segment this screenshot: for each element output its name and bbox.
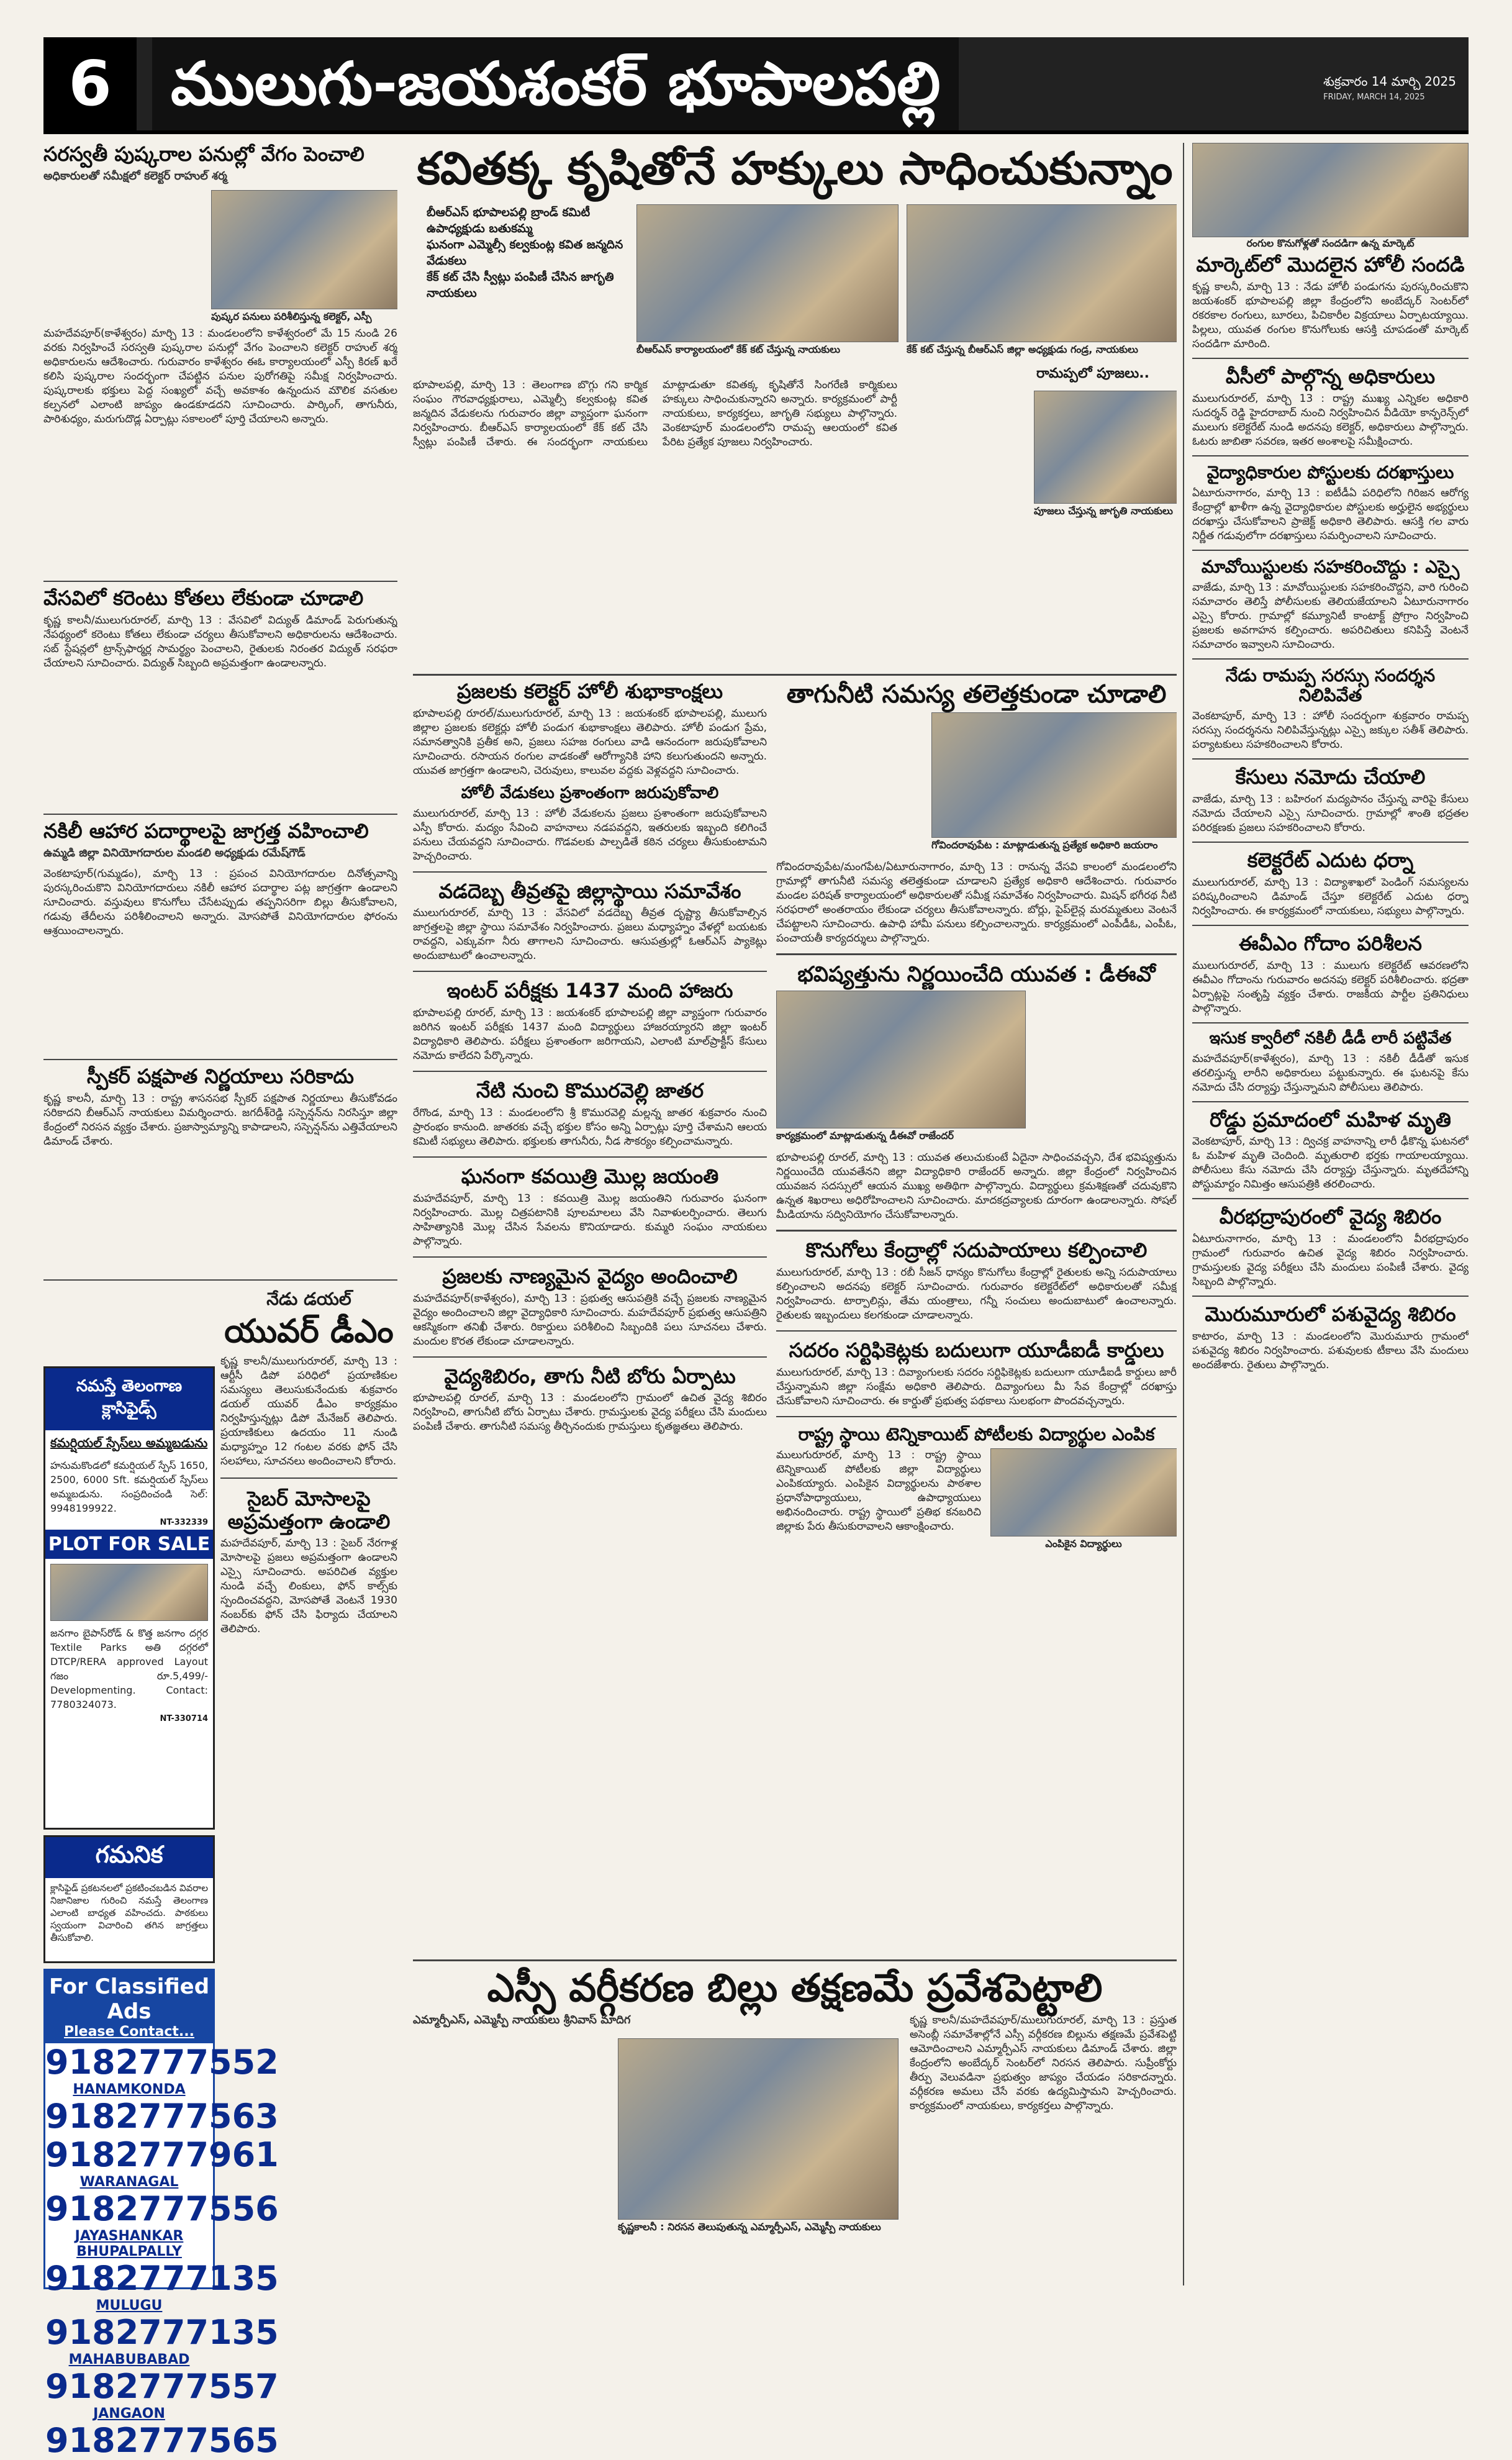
body-konugolu: ములుగురూరల్, మార్చి 13 : రబీ సీజన్ ధాన్యం కొనుగోలు కేంద్రాల్లో రైతులకు అన్ని సదుపాయాలు కల్పించాలని అదనపు కలెక్టర్ సూచించారు. గురువారం కలెక్టరేట్‌లో అధికారులతో సమీక్ష నిర్వహించారు. టార్పాలిన్లు, తేమ యంత్రాలు, గన్నీ సంచులు అందుబాటులో ఉంచాలన్నారు. రైతులకు ఇబ్బందులు కలగకుండా చూడాలన్నారు. xyxy=(776,1266,1177,1322)
contact-city: JANGAON xyxy=(93,2406,165,2421)
headline: యువర్ డీఎం xyxy=(224,1313,394,1350)
headline-sadaram: సదరం సర్టిఫికెట్లకు బదులుగా యూడీఐడీ కార్డులు xyxy=(789,1338,1164,1362)
notice-body: క్లాసిఫైడ్ ప్రకటనలలో ప్రకటించబడిన వివరాల నిజానిజాల గురించి నమస్తే తెలంగాణ ఎలాంటి బాధ్యత వహించదు. పాఠకులు స్వయంగా విచారించి తగిన జాగ్రత్తలు తీసుకోవాలి. xyxy=(50,1882,208,1943)
headline-evm: ఈవీఎం గోదాం పరిశీలన xyxy=(1239,931,1422,955)
contact-city: MAHABUBABAD xyxy=(68,2352,190,2367)
photo-holi-market xyxy=(1192,143,1469,237)
headline: వేసవిలో కరెంటు కోతలు లేకుండా చూడాలి xyxy=(43,587,364,610)
divider xyxy=(43,814,397,815)
divider xyxy=(413,1256,767,1258)
ad-contacts xyxy=(43,1969,279,2460)
divider xyxy=(1192,1198,1469,1199)
divider xyxy=(43,1059,397,1060)
body-accident: వెంకటాపూర్, మార్చి 13 : ద్విచక్ర వాహనాన్ని లారీ ఢీకొన్న ఘటనలో ఓ మహిళ మృతి చెందింది. మృతురాలి భర్తకు గాయాలయ్యాయి. పోలీసులు కేసు నమోదు చేసి దర్యాప్తు చేస్తున్నారు. మృతదేహాన్ని పోస్టుమార్టం నిమిత్తం ఆసుపత్రికి తరలించారు. xyxy=(1192,1135,1469,1191)
body-kesulu: వాజేడు, మార్చి 13 : బహిరంగ మద్యపానం చేస్తున్న వారిపై కేసులు నమోదు చేయాలని ఎస్సై సూచించారు. గ్రామాల్లో శాంతి భద్రతల పరిరక్షణకు ప్రజలు సహకరించాలని కోరారు. xyxy=(1192,793,1469,835)
contact-phone: 9182777565 xyxy=(45,2421,279,2460)
bullet: • ఘనంగా ఎమ్మెల్సీ కల్వకుంట్ల కవిత జన్మదిన వేడుకలు xyxy=(413,237,627,269)
plot-photo xyxy=(50,1564,208,1621)
caption: పూజలు చేస్తున్న జాగృతి నాయకులు xyxy=(1034,504,1173,517)
photo-cake-office xyxy=(636,204,899,342)
caption: కార్యక్రమంలో మాట్లాడుతున్న డీఈవో రాజేందర్ xyxy=(776,1130,954,1142)
masthead xyxy=(43,37,1469,134)
headline-lorry: ఇసుక క్వారీలో నకిలీ డీడీ లారీ పట్టివేత xyxy=(1209,1028,1452,1048)
bullet: • కేక్ కట్ చేసి స్వీట్లు పంపిణీ చేసిన జాగృతి నాయకులు xyxy=(413,269,627,301)
body-taguneeti: గోవిందరావుపేట/మంగపేట/ఏటూరునాగారం, మార్చి 13 : రానున్న వేసవి కాలంలో మండలంలోని గ్రామాల్లో తాగునీటి సమస్య తలెత్తకుండా చూడాలని ప్రత్యేక అధికారి ఆదేశించారు. గురువారం మండల పరిషత్ కార్యాలయంలో అధికారులతో సమీక్ష సమావేశం నిర్వహించారు. మిషన్ భగీరథ నీటి సరఫరాలో అంతరాయం లేకుండా చర్యలు తీసుకోవాలన్నారు. బోర్లు, పైప్‌లైన్ల మరమ్మతులు వెంటనే చేపట్టాలని సూచించారు. ఉపాధి హామీ పనులు కల్పించాలన్నారు. కార్యక్రమంలో ఎంపీడీఓ, ఎంపీఓ, పంచాయతీ కార్యదర్శులు పాల్గొన్నారు. xyxy=(776,861,1177,945)
column-middle-right xyxy=(776,680,1177,1953)
bullet: • బీఆర్‌ఎస్ భూపాలపల్లి బ్రాండ్ కమిటీ ఉపాధ్యక్షుడు బతుకమ్మ xyxy=(413,204,627,237)
headline-accident: రోడ్డు ప్రమాదంలో మహిళ మృతి xyxy=(1210,1107,1451,1132)
contact-phone: 9182777556 xyxy=(45,2189,279,2228)
notice-title: గమనిక xyxy=(45,1837,213,1878)
please-contact: Please Contact... xyxy=(63,2024,195,2040)
body-vaidyam: మహదేవపూర్(కాళేశ్వరం), మార్చి 13 : ప్రభుత్వ ఆసుపత్రికి వచ్చే ప్రజలకు నాణ్యమైన వైద్యం అందించాలని జిల్లా వైద్యాధికారి సూచించారు. మహదేవపూర్ ప్రభుత్వ ఆసుపత్రిని ఆకస్మికంగా తనిఖీ చేశారు. రికార్డులు పరిశీలించి సిబ్బందికి పలు సూచనలు చేశారు. మందుల కొరత లేకుండా చూడాలన్నారు. xyxy=(413,1292,767,1348)
body-molla: మహదేవపూర్, మార్చి 13 : కవయిత్రి మొల్ల జయంతిని గురువారం ఘనంగా నిర్వహించారు. మొల్ల చిత్రపటానికి పూలమాలలు వేసి నివాళులర్పించారు. తెలుగు సాహిత్యానికి మొల్ల చేసిన సేవలను కొనియాడారు. కుమ్మరి సంఘం నాయకులు పాల్గొన్నారు. xyxy=(413,1192,767,1248)
headline-kesulu: కేసులు నమోదు చేయాలి xyxy=(1235,765,1426,789)
divider xyxy=(43,581,397,582)
contact-city: WARANAGAL xyxy=(79,2174,179,2190)
body-jatara: రేగొండ, మార్చి 13 : మండలంలోని శ్రీ కొమురవెల్లి మల్లన్న జాతర శుక్రవారం నుంచి ప్రారంభం కానుంది. జాతరకు వచ్చే భక్తుల కోసం అన్ని ఏర్పాట్లు పూర్తి చేశామని ఆలయ కమిటీ సభ్యులు తెలిపారు. భక్తులకు తాగునీరు, నీడ సౌకర్యం కల్పించామన్నారు. xyxy=(413,1107,767,1148)
column-rule xyxy=(1183,143,1184,2285)
photo-students xyxy=(990,1448,1177,1536)
contact-city: JAYASHANKAR BHUPALPALLY xyxy=(75,2228,184,2259)
photo-protest xyxy=(618,2038,899,2220)
headline-vaidya: వైద్యాధికారుల పోస్టులకు దరఖాస్తులు xyxy=(1206,461,1454,483)
divider xyxy=(1192,358,1469,359)
divider xyxy=(1192,1296,1469,1297)
headline-bore: వైద్యశిబిరం, తాగు నీటి బోరు ఏర్పాటు xyxy=(444,1364,736,1388)
headline-maoist: మావోయిస్టులకు సహకరించొద్దు : ఎస్సై xyxy=(1201,556,1460,577)
divider xyxy=(413,1959,1177,1961)
body-vc: ములుగురూరల్, మార్చి 13 : రాష్ట్ర ముఖ్య ఎన్నికల అధికారి సుదర్శన్ రెడ్డి హైదరాబాద్ నుంచి నిర్వహించిన వీడియో కాన్ఫరెన్స్‌లో ములుగు కలెక్టరేట్ నుండి అదనపు కలెక్టర్, అధికారులు పాల్గొన్నారు. ఓటరు జాబితా సవరణ, ఇతర అంశాలపై సమీక్షించారు. xyxy=(1192,392,1469,448)
body-vadadebba: ములుగురూరల్, మార్చి 13 : వేసవిలో వడదెబ్బ తీవ్రత దృష్ట్యా తీసుకోవాల్సిన జాగ్రత్తలపై జిల్లా స్థాయి సమావేశం నిర్వహించారు. ప్రజలు మధ్యాహ్నం వేళల్లో బయటకు రావద్దని, ఎక్కువగా నీరు తాగాలని సూచించారు. ఆసుపత్రుల్లో ఓఆర్‌ఎస్ ప్యాకెట్లు అందుబాటులో ఉంచాలన్నారు. xyxy=(413,907,767,963)
subhead: ఉమ్మడి జిల్లా వినియోగదారుల మండలి అధ్యక్షుడు రమేష్‌గౌడ్ xyxy=(43,846,306,860)
date-telugu: శుక్రవారం 14 మార్చి 2025 xyxy=(1323,74,1456,89)
headline-konugolu: కొనుగోలు కేంద్రాల్లో సదుపాయాలు కల్పించాలి xyxy=(805,1238,1148,1263)
body-lorry: మహదేవపూర్(కాళేశ్వరం), మార్చి 13 : నకిలీ డీడీతో ఇసుక తరలిస్తున్న లారీని అధికారులు పట్టుకున్నారు. ఈ ఘటనపై కేసు నమోదు చేసి దర్యాప్తు చేస్తున్నామని పోలీసులు తెలిపారు. xyxy=(1192,1052,1469,1094)
headline-vadadebba: వడదెబ్బ తీవ్రతపై జిల్లాస్థాయి సమావేశం xyxy=(438,879,741,903)
body: భూపాలపల్లి, మార్చి 13 : తెలంగాణ బొగ్గు గని కార్మిక సంఘం గౌరవాధ్యక్షురాలు, ఎమ్మెల్సీ కల్వకుంట్ల కవిత జన్మదిన వేడుకలను గురువారం జిల్లా వ్యాప్తంగా ఘనంగా నిర్వహించారు. బీఆర్‌ఎస్ కార్యాలయంలో కేక్ కట్ చేసి స్వీట్లు పంపిణీ చేశారు. ఈ సందర్భంగా నాయకులు మాట్లాడుతూ కవితక్క కృషితోనే సింగరేణి కార్మికులు హక్కులు సాధించుకున్నారని అన్నారు. కార్యక్రమంలో పార్టీ నాయకులు, కార్యకర్తలు, జాగృతి సభ్యులు పాల్గొన్నారు. వెంకటాపూర్ మండలంలోని రామప్ప ఆలయంలో కవిత పేరిట ప్రత్యేక పూజలు నిర్వహించారు. xyxy=(413,378,897,448)
contact-phone: 9182777961 xyxy=(45,2135,279,2174)
headline: స్పీకర్ పక్షపాత నిర్ణయాలు సరికాదు xyxy=(87,1065,354,1088)
body-inter: భూపాలపల్లి రూరల్, మార్చి 13 : జయశంకర్ భూపాలపల్లి జిల్లా వ్యాప్తంగా గురువారం జరిగిన ఇంటర్ పరీక్షకు 1437 మంది విద్యార్థులు హాజరయ్యారని జిల్లా ఇంటర్ విద్యాధికారి తెలిపారు. పరీక్షలు ప్రశాంతంగా జరిగాయని, ఎలాంటి మాల్‌ప్రాక్టీస్ కేసులు నమోదు కాలేదని పేర్కొన్నారు. xyxy=(413,1007,767,1063)
body-sadaram: ములుగురూరల్, మార్చి 13 : దివ్యాంగులకు సదరం సర్టిఫికెట్లకు బదులుగా యూడీఐడీ కార్డులు జారీ చేస్తున్నామని జిల్లా సంక్షేమ అధికారి తెలిపారు. దివ్యాంగులు మీ సేవ కేంద్రాల్లో దరఖాస్తు చేసుకోవాలని సూచించారు. ఈ కార్డుతో ప్రభుత్వ పథకాలు సులభంగా పొందవచ్చన్నారు. xyxy=(776,1366,1177,1407)
body: కృష్ణ కాలనీ/మహదేవపూర్/ములుగురూరల్, మార్చి 13 : ప్రస్తుత అసెంబ్లీ సమావేశాల్లోనే ఎస్సీ వర్గీకరణ బిల్లును తక్షణమే ప్రవేశపెట్టి ఆమోదించాలని ఎమ్మార్పీఎస్ నాయకులు డిమాండ్ చేశారు. జిల్లా కేంద్రంలోని అంబేద్కర్ సెంటర్‌లో నిరసన తెలిపారు. సుప్రీంకోర్టు తీర్పు వెలువడినా ప్రభుత్వం జాప్యం చేయడం సరికాదన్నారు. వర్గీకరణ అమలు చేసే వరకు ఉద్యమిస్తామని హెచ్చరించారు. కార్యక్రమంలో నాయకులు, కార్యకర్తలు పాల్గొన్నారు. xyxy=(910,2014,1177,2113)
contact-phone: 9182777557 xyxy=(45,2367,279,2406)
divider xyxy=(1192,925,1469,926)
body-bore: భూపాలపల్లి రూరల్, మార్చి 13 : మండలంలోని గ్రామంలో ఉచిత వైద్య శిబిరం నిర్వహించి, తాగునీటి బోరు ఏర్పాటు చేశారు. గ్రామస్తులకు వైద్య పరీక్షలు చేసి మందులు పంపిణీ చేశారు. తాగునీటి సమస్య తీర్చినందుకు గ్రామస్తులు కృతజ్ఞతలు తెలిపారు. xyxy=(413,1392,767,1433)
body: మహదేవపూర్(కాళేశ్వరం) మార్చి 13 : మండలంలోని కాళేశ్వరంలో మే 15 నుండి 26 వరకు నిర్వహించే సరస్వతి పుష్కరాల పనుల్లో వేగం పెంచాలని కలెక్టర్ రాహుల్ శర్మ అధికారులను ఆదేశించారు. గురువారం కాళేశ్వరం ఈఓ కార్యాలయంలో ఎస్పీ కిరణ్ ఖరే కలిసి పుష్కరాల సందర్భంగా చేపట్టిన పనుల పురోగతిపై సమీక్ష నిర్వహించారు. పుష్కరాలకు భక్తులు పెద్ద సంఖ్యలో వచ్చే అవకాశం ఉన్నందున మౌలిక వసతుల కల్పనలో ఎలాంటి జాప్యం ఉండకూడదని సూచించారు. పార్కింగ్, తాగునీరు, పారిశుధ్యం, మరుగుదొడ్ల ఏర్పాట్లు సకాలంలో పూర్తి చేయాలని అన్నారు. xyxy=(43,327,397,425)
divider xyxy=(413,1156,767,1158)
contact-city: HANAMKONDA xyxy=(73,2082,186,2097)
divider xyxy=(1192,758,1469,760)
plot-title: PLOT FOR SALE xyxy=(45,1530,213,1559)
divider xyxy=(413,1071,767,1072)
divider xyxy=(413,971,767,972)
commercial-title: కమర్షియల్ స్పేస్‌లు అమ్మబడును xyxy=(50,1435,208,1450)
page-number: 6 xyxy=(43,37,137,130)
divider xyxy=(413,674,1177,676)
body-holi-police: ములుగురూరల్, మార్చి 13 : హోలీ వేడుకలను ప్రజలు ప్రశాంతంగా జరుపుకోవాలని ఎస్పీ కోరారు. మద్యం సేవించి వాహనాలు నడపవద్దని, ఇతరులకు ఇబ్బంది కలిగించే పనులు చేయవద్దని సూచించారు. గొడవలకు పాల్పడితే కఠిన చర్యలు తీసుకుంటామని హెచ్చరించారు. xyxy=(413,807,767,863)
contact-phone: 9182777135 xyxy=(45,2259,279,2298)
body-dharna: ములుగురూరల్, మార్చి 13 : విద్యాశాఖలో పెండింగ్ సమస్యలను పరిష్కరించాలని డిమాండ్ చేస్తూ కలెక్టరేట్ ఎదుట ధర్నా నిర్వహించారు. ఈ కార్యక్రమంలో నాయకులు, సభ్యులు పాల్గొన్నారు. xyxy=(1192,876,1469,917)
photo-cake-gandra xyxy=(907,204,1177,342)
caption: ఎంపికైన విద్యార్థులు xyxy=(1045,1537,1122,1550)
headline-holi-police: హోలీ వేడుకలు ప్రశాంతంగా జరుపుకోవాలి xyxy=(461,783,719,802)
story-saraswati xyxy=(43,143,397,578)
caption: కృష్ణకాలనీ : నిరసన తెలుపుతున్న ఎమ్మార్పీఎస్, ఎమ్మెస్పీ నాయకులు xyxy=(618,2221,881,2233)
divider xyxy=(776,953,1177,955)
divider xyxy=(220,1477,397,1479)
headline-inter: ఇంటర్ పరీక్షకు 1437 మంది హాజరు xyxy=(446,979,733,1003)
divider xyxy=(1192,1022,1469,1023)
divider xyxy=(1192,658,1469,660)
body-moorumuru: కాటారం, మార్చి 13 : మండలంలోని మొరుమూరు గ్రామంలో పశువైద్య శిబిరం నిర్వహించారు. పశువులకు టీకాలు వేసి మందులు అందజేశారు. రైతులు పాల్గొన్నారు. xyxy=(1192,1330,1469,1372)
headline-rashtra: రాష్ట్ర స్థాయి టెన్నికాయిట్ పోటీలకు విద్యార్థుల ఎంపిక xyxy=(798,1423,1155,1445)
date-english: FRIDAY, MARCH 14, 2025 xyxy=(1323,93,1425,102)
cyber-body: మహదేవపూర్, మార్చి 13 : సైబర్ నేరగాళ్ల మోసాలపై ప్రజలు అప్రమత్తంగా ఉండాలని ఎస్సై సూచించారు. అపరిచిత వ్యక్తుల నుండి వచ్చే లింకులు, ఫోన్ కాల్స్‌కు స్పందించవద్దని, మోసపోతే వెంటనే 1930 నంబర్‌కు ఫోన్ చేసి ఫిర్యాదు చేయాలని తెలిపారు. xyxy=(220,1537,397,1636)
for-ads xyxy=(45,1971,213,2043)
caption: బీఆర్‌ఎస్ కార్యాలయంలో కేక్ కట్ చేస్తున్న నాయకులు xyxy=(636,343,841,355)
issue-date xyxy=(1323,73,1456,106)
caption: గోవిందరావుపేట : మాట్లాడుతున్న ప్రత్యేక అధికారి జయరాం xyxy=(931,839,1158,851)
divider xyxy=(413,871,767,873)
divider xyxy=(43,1279,397,1281)
photo-ramappa-pooja xyxy=(1034,391,1177,504)
photo-pushkaralu xyxy=(211,190,397,309)
cyber-headline: సైబర్ మోసాలపై అప్రమత్తంగా ఉండాలి xyxy=(227,1486,391,1533)
story-sc-bill xyxy=(413,1966,1177,2289)
divider xyxy=(1192,455,1469,456)
divider xyxy=(776,1330,1177,1332)
headline-taguneeti: తాగునీటి సమస్య తలెత్తకుండా చూడాలి xyxy=(786,680,1167,709)
headline-molla: ఘనంగా కవయిత్రి మొల్ల జయంతి xyxy=(461,1164,719,1189)
body-bhavishyattu: భూపాలపల్లి రూరల్, మార్చి 13 : యువత తలుచుకుంటే ఏదైనా సాధించవచ్చని, దేశ భవిష్యత్తును నిర్ణయించేది యువతేనని జిల్లా విద్యాధికారి రాజేందర్ అన్నారు. జిల్లా కేంద్రంలో నిర్వహించిన యువజన సదస్సులో ఆయన ముఖ్య అతిథిగా పాల్గొన్నారు. విద్యార్థులు క్రమశిక్షణతో చదువుకొని ఉన్నత శిఖరాలు అధిరోహించాలని సూచించారు. మాదకద్రవ్యాలకు దూరంగా ఉండాలన్నారు. సోషల్ మీడియాను సద్వినియోగం చేసుకోవాలన్నారు. xyxy=(776,1151,1177,1222)
commercial-body: హనుమకొండలో కమర్షియల్ స్పేస్ 1650, 2500, 6000 Sft. కమర్షియల్ స్పేస్‌లు అమ్మబడును. సంప్రదించండి సెల్: 9948199922. xyxy=(50,1459,208,1514)
contact-city: MULUGU xyxy=(96,2298,163,2313)
ad-classifieds xyxy=(43,1366,215,1830)
headline-vaidyam: ప్రజలకు నాణ్యమైన వైద్యం అందించాలి xyxy=(442,1264,738,1288)
contact-list xyxy=(45,2043,279,2460)
subhead: రామప్పలో పూజలు.. xyxy=(1036,365,1149,381)
headline-dharna: కలెక్టరేట్ ఎదుట ధర్నా xyxy=(1247,848,1414,873)
headline-holi: మార్కెట్‌లో మొదలైన హోలీ సందడి xyxy=(1196,253,1465,276)
body-vaidya: ఏటూరునాగారం, మార్చి 13 : ఐటీడీఏ పరిధిలోని గిరిజన ఆరోగ్య కేంద్రాల్లో ఖాళీగా ఉన్న వైద్యాధికారుల పోస్టులకు అర్హులైన అభ్యర్థులు దరఖాస్తు చేసుకోవాలని ప్రాజెక్ట్ అధికారి తెలిపారు. ఆసక్తి గల వారు నిర్ణీత గడువులోగా దరఖాస్తులు సమర్పించాలని సూచించారు. xyxy=(1192,486,1469,542)
body-rashtra: ములుగురూరల్, మార్చి 13 : రాష్ట్ర స్థాయి టెన్నికాయిట్ పోటీలకు జిల్లా విద్యార్థులు ఎంపికయ్యారు. ఎంపికైన విద్యార్థులను పాఠశాల ప్రధానోపాధ్యాయులు, ఉపాధ్యాయులు అభినందించారు. రాష్ట్ర స్థాయిలో ప్రతిభ కనబరిచి జిల్లాకు పేరు తీసుకురావాలని ఆకాంక్షించారు. xyxy=(776,1448,981,1533)
headline-veerabhadra: వీరభద్రాపురంలో వైద్య శిబిరం xyxy=(1219,1205,1442,1229)
headline: ఎస్సీ వర్గీకరణ బిల్లు తక్షణమే ప్రవేశపెట్టాలి xyxy=(487,1966,1103,2010)
body-holi: కృష్ణ కాలనీ, మార్చి 13 : నేడు హోలీ పండుగను పురస్కరించుకొని జయశంకర్ భూపాలపల్లి జిల్లా కేంద్రంలోని అంబేద్కర్ సెంటర్‌లో రకరకాల రంగులు, బూరలు, పిచికారీల విక్రయాలు ఏర్పాటయ్యాయి. పిల్లలు, యువత రంగుల కొనుగోలుకు ఆసక్తి చూపడంతో మార్కెట్ సందడిగా మారింది. xyxy=(1192,280,1469,350)
headline: సరస్వతీ పుష్కరాల పనుల్లో వేగం పెంచాలి xyxy=(43,143,364,166)
subhead: అధికారులతో సమీక్షలో కలెక్టర్ రాహుల్ శర్మ xyxy=(43,169,227,183)
caption: కేక్ కట్ చేస్తున్న బీఆర్‌ఎస్ జిల్లా అధ్యక్షుడు గండ్ర, నాయకులు xyxy=(907,343,1138,355)
headline-bhavishyattu: భవిష్యత్తును నిర్ణయించేది యువత : డీఈవో xyxy=(797,962,1156,987)
divider xyxy=(1192,842,1469,843)
classifieds-title: నమస్తే తెలంగాణ క్లాసిఫైడ్స్ xyxy=(45,1368,213,1430)
body-evm: ములుగురూరల్, మార్చి 13 : ములుగు కలెక్టరేట్ ఆవరణలోని ఈవీఎం గోదాంను గురువారం అదనపు కలెక్టర్ పరిశీలించారు. భద్రతా ఏర్పాట్లపై సంతృప్తి వ్యక్తం చేశారు. రాజకీయ పార్టీల ప్రతినిధులు పాల్గొన్నారు. xyxy=(1192,959,1469,1015)
divider xyxy=(1192,1101,1469,1102)
contact-phone: 9182777552 xyxy=(45,2043,279,2082)
notice-box xyxy=(43,1835,215,1963)
bullets xyxy=(413,204,627,301)
body-maoist: వాజేడు, మార్చి 13 : మావోయిస్టులకు సహకరించొద్దని, వారి గురించి సమాచారం తెలిస్తే పోలీసులకు తెలియజేయాలని ఏటూరునాగారం ఎస్సై కోరారు. గ్రామాల్లో కమ్యూనిటీ కాంటాక్ట్ ప్రోగ్రాం నిర్వహించి ప్రజలకు అవగాహన కల్పించారు. అపరిచితులు కనిపిస్తే వెంటనే సమాచారం ఇవ్వాలని సూచించారు. xyxy=(1192,581,1469,651)
headline: కవితక్క కృషితోనే హక్కులు సాధించుకున్నాం xyxy=(417,143,1173,194)
section-title: ములుగు-జయశంకర్ భూపాలపల్లి xyxy=(152,37,959,130)
body: కృష్ణ కాలనీ, మార్చి 13 : రాష్ట్ర శాసనసభ స్పీకర్ పక్షపాత నిర్ణయాలు తీసుకోవడం సరికాదని బీఆర్‌ఎస్ నాయకులు విమర్శించారు. జగదీశ్‌రెడ్డి సస్పెన్షన్‌ను నిరసిస్తూ జిల్లా కేంద్రంలో నిరసన వ్యక్తం చేశారు. ప్రజాస్వామ్యాన్ని కాపాడాలని, సస్పెన్షన్‌ను ఎత్తివేయాలని డిమాండ్ చేశారు. xyxy=(43,1092,397,1148)
divider xyxy=(1192,550,1469,551)
body: వెంకటాపూర్(గుమ్మడం), మార్చి 13 : ప్రపంచ వినియోగదారుల దినోత్సవాన్ని పురస్కరించుకొని వినియోగదారులు నకిలీ ఆహార పదార్థాల పట్ల జాగ్రత్తగా ఉండాలని సూచించారు. వస్తువులు కొనుగోలు చేసేటప్పుడు తప్పనిసరిగా బిల్లు తీసుకోవాలని, గడువు తేదీలను పరిశీలించాలని అన్నారు. మోసపోతే వినియోగదారుల ఫోరంను ఆశ్రయించాలన్నారు. xyxy=(43,867,397,937)
headline-vc: వీసీలో పాల్గొన్న అధికారులు xyxy=(1225,364,1436,388)
body: కృష్ణ కాలనీ/ములుగురూరల్, మార్చి 13 : వేసవిలో విద్యుత్ డిమాండ్ పెరుగుతున్న నేపథ్యంలో కరెంటు కోతలు లేకుండా చర్యలు తీసుకోవాలని అధికారులను ఆదేశించారు. సబ్ స్టేషన్లలో ట్రాన్స్‌ఫార్మర్ల సామర్థ్యం పెంచాలని, రైతులకు నిరంతర విద్యుత్ సరఫరా చేయాలని సూచించారు. విద్యుత్ సిబ్బంది అప్రమత్తంగా ఉండాలన్నారు. xyxy=(43,614,397,669)
story-speaker xyxy=(43,1065,397,1276)
kicker: నేడు డయల్ xyxy=(266,1289,351,1309)
caption: పుష్కర పనులు పరిశీలిస్తున్న కలెక్టర్, ఎస్పీ xyxy=(211,310,372,322)
body: కృష్ణ కాలనీ/ములుగురూరల్, మార్చి 13 : ఆర్టీసీ డిపో పరిధిలో ప్రయాణికుల సమస్యలు తెలుసుకునేందుకు శుక్రవారం డయల్ యువర్ డీఎం కార్యక్రమం నిర్వహిస్తున్నట్లు డిపో మేనేజర్ తెలిపారు. ప్రయాణికులు ఉదయం 11 నుండి మధ్యాహ్నం 12 గంటల వరకు ఫోన్ చేసి సలహాలు, సూచనలు అందించాలని కోరారు. xyxy=(220,1355,397,1468)
for-ads-title: For Classified Ads xyxy=(48,1974,210,2024)
headline-moorumuru: మొరుమూరులో పశువైద్య శిబిరం xyxy=(1205,1302,1456,1327)
column-middle-left xyxy=(413,680,767,1953)
contact-phone: 9182777135 xyxy=(45,2313,279,2352)
caption: రంగుల కొనుగోళ్లతో సందడిగా ఉన్న మార్కెట్ xyxy=(1246,237,1415,249)
body-shiva: భూపాలపల్లి రూరల్/ములుగురూరల్, మార్చి 13 : జయశంకర్ భూపాలపల్లి, ములుగు జిల్లాల ప్రజలకు కలెక్టర్లు హోలీ పండుగ శుభాకాంక్షలు తెలిపారు. హోలీ పండుగ ప్రేమ, సమానత్వానికి ప్రతీక అని, ప్రజలు సహజ రంగులు వాడి ఆనందంగా జరుపుకోవాలని సూచించారు. రసాయన రంగుల వాడకంతో ఆరోగ్యానికి హాని కలుగుతుందని అన్నారు. యువత జాగ్రత్తగా ఉండాలని, చెరువులు, కాలువల వద్దకు వెళ్లవద్దని సూచించారు. xyxy=(413,707,767,777)
photo-taguneeti xyxy=(931,712,1177,838)
story-nakili xyxy=(43,820,397,1056)
story-kavitha xyxy=(413,143,1177,671)
divider xyxy=(776,1230,1177,1232)
headline-jatara: నేటి నుంచి కొమురవెల్లి జాతర xyxy=(476,1079,704,1103)
subhead: ఎమ్మార్పీఎస్, ఎమ్మెస్పీ నాయకులు శ్రీనివాస్ మాదిగ xyxy=(413,2013,631,2027)
plot-code: NT-330714 xyxy=(160,1714,208,1723)
headline-ramappa: నేడు రామప్ప సరస్సు సందర్శన నిలిపివేత xyxy=(1225,665,1436,706)
story-current xyxy=(43,587,397,810)
body-veerabhadra: ఏటూరునాగారం, మార్చి 13 : మండలంలోని వీరభద్రాపురం గ్రామంలో గురువారం ఉచిత వైద్య శిబిరం నిర్వహించారు. గ్రామస్తులకు వైద్య పరీక్షలు చేసి మందులు పంపిణీ చేశారు. వైద్య సిబ్బంది పాల్గొన్నారు. xyxy=(1192,1233,1469,1289)
photo-deo xyxy=(776,991,1026,1128)
contact-phone: 9182777563 xyxy=(45,2097,279,2136)
plot-body: జనగాం బైపాస్‌రోడ్ & కొత్త జనగాం దగ్గర Textile Parks అతి దగ్గరలో DTCP/RERA approved Layout గజం రూ.5,499/- Developmenting. Contact: 7780324073. xyxy=(50,1627,208,1710)
commercial-code: NT-332339 xyxy=(160,1518,208,1527)
headline-shiva: ప్రజలకు కలెక్టర్ హోలీ శుభాకాంక్షలు xyxy=(456,680,723,703)
divider xyxy=(776,1416,1177,1417)
divider xyxy=(413,1356,767,1358)
headline: నకిలీ ఆహార పదార్థాలపై జాగ్రత్త వహించాలి xyxy=(43,820,369,843)
body-ramappa: వెంకటాపూర్, మార్చి 13 : హోలీ సందర్భంగా శుక్రవారం రామప్ప సరస్సు సందర్శనను నిలిపివేస్తున్నట్లు ఎస్సై జక్కుల సతీశ్ తెలిపారు. పర్యాటకులు సహకరించాలని కోరారు. xyxy=(1192,710,1469,751)
column-right xyxy=(1192,143,1469,2285)
story-your-dm xyxy=(220,1289,397,1910)
